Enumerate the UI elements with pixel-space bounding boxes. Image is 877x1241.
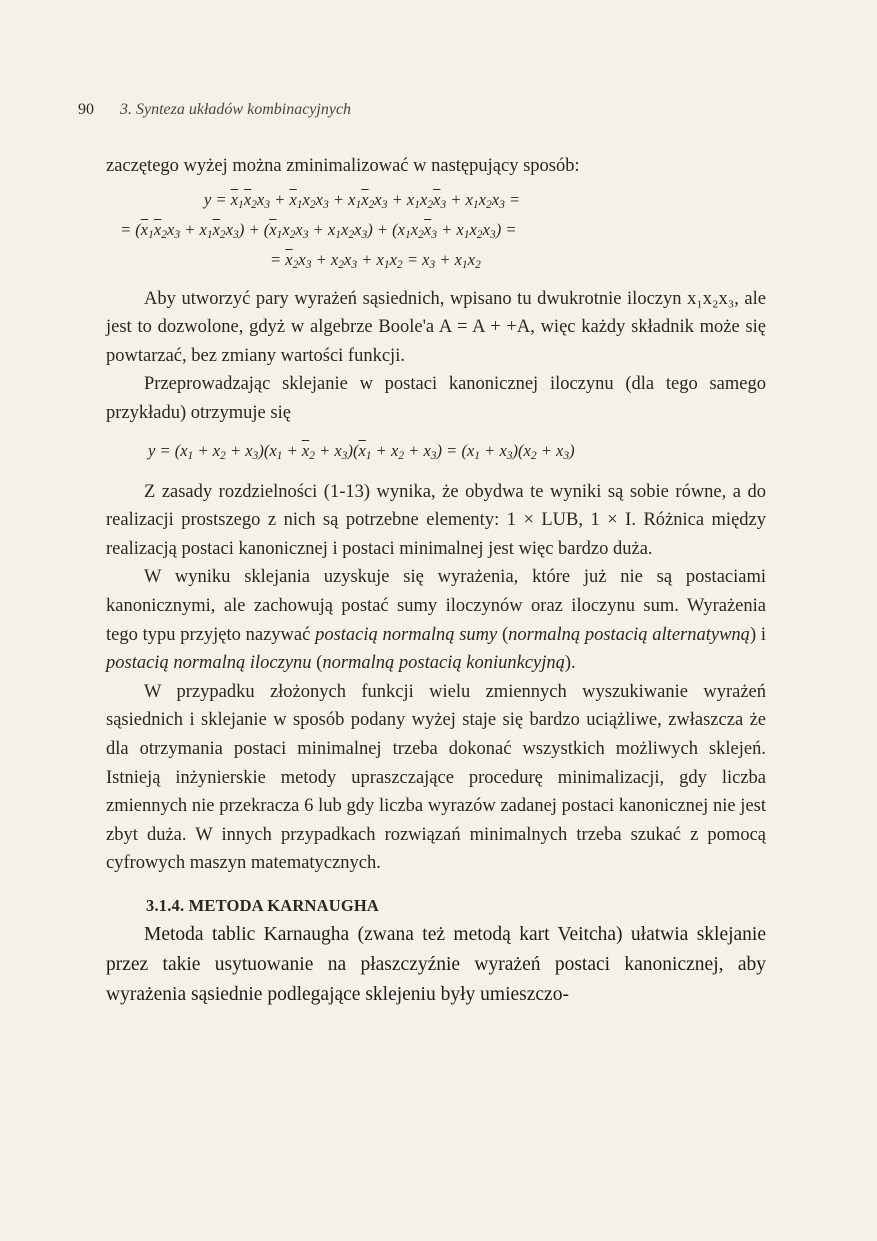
paragraph-1: Aby utworzyć pary wyrażeń sąsiednich, wpisano tu dwukrotnie iloczyn x₁x₂x₃, ale jest to dozwolone, gdyż w algebrze Boole'a A = A + +A, więc każdy składnik może się powtarzać, bez zmiany wartości funkcji. [106, 288, 766, 366]
paragraph-2: Przeprowadzając sklejanie w postaci kanonicznej iloczynu (dla tego samego przykładu) otrzymuje się [106, 374, 766, 423]
page-number: 90 [78, 101, 94, 118]
paragraph-4: W wyniku sklejania uzyskuje się wyrażenia, które już nie są postaciami kanonicznymi, ale zachowują postać sumy iloczynów oraz iloczynu sum. Wyrażenia tego typu przyjęto nazywać postacią normalną sumy (normalną postacią alternatywną) i postacią normalną iloczynu (normalną postacią koniunkcyjną). [106, 567, 766, 674]
section-heading: 3.1.4. METODA KARNAUGHA [146, 895, 380, 915]
intro-line: zaczętego wyżej można zminimalizować w następujący sposób: [106, 156, 580, 176]
equation-line-3: = $\overline{x}_2x_3 + x_2x_3 + x_1x_2 = x_3 + x_1x_2$ [270, 249, 481, 271]
equation-line-2: = $(\overline{x}_1\overline{x}_2x_3 + x_1\overline{x}_2x_3) + (\overline{x}_1x_2x_3 + x_1x_2x_3) + (x_1x_2\overline{x}_3 + x_1x_2x_3)$ = [120, 219, 517, 241]
equation-line-1: $y = \overline{x}_1\overline{x}_2x_3 + \overline{x}_1x_2x_3 + x_1\overline{x}_2x_3 + x_1x_2\overline{x}_3 + x_1x_2x_3$ = [204, 189, 521, 211]
paragraph-3: Z zasady rozdzielności (1-13) wynika, że obydwa te wyniki są sobie równe, a do realizacji prostszego z nich są potrzebne elementy: 1 × LUB, 1 × I. Różnica między realizacją postaci kanonicznej i postaci minimalnej jest więc bardzo duża. [106, 481, 766, 559]
paragraph-6: Metoda tablic Karnaugha (zwana też metodą kart Veitcha) ułatwia sklejanie przez takie usytuowanie na płaszczyźnie wyrażeń postaci kanonicznej, aby wyrażenia sąsiednie podlegające sklejeniu były umieszczo- [106, 924, 766, 1006]
page-header [78, 101, 351, 119]
running-title: 3. Synteza układów kombinacyjnych [120, 101, 352, 118]
equation-line-4: $y = (x_1 + x_2 + x_3)(x_1 + \overline{x}_2 + x_3)(\overline{x}_1 + x_2 + x_3) = (x_1 + x_3)(x_2 + x_3)$ [148, 440, 575, 462]
paragraph-5: W przypadku złożonych funkcji wielu zmiennych wyszukiwanie wyrażeń sąsiednich i sklejanie w sposób podany wyżej staje się bardzo uciążliwe, zwłaszcza że dla otrzymania postaci minimalnej trzeba dokonać wszystkich możliwych sklejeń. Istnieją inżynierskie metody upraszczające procedurę minimalizacji, gdy liczba zmiennych nie przekracza 6 lub gdy liczba wyrazów zadanej postaci kanonicznej nie jest zbyt duża. W innych przypadkach rozwiązań minimalnych trzeba szukać z pomocą cyfrowych maszyn matematycznych. [106, 681, 766, 874]
section-body [106, 920, 766, 1010]
page-body [106, 152, 766, 1010]
